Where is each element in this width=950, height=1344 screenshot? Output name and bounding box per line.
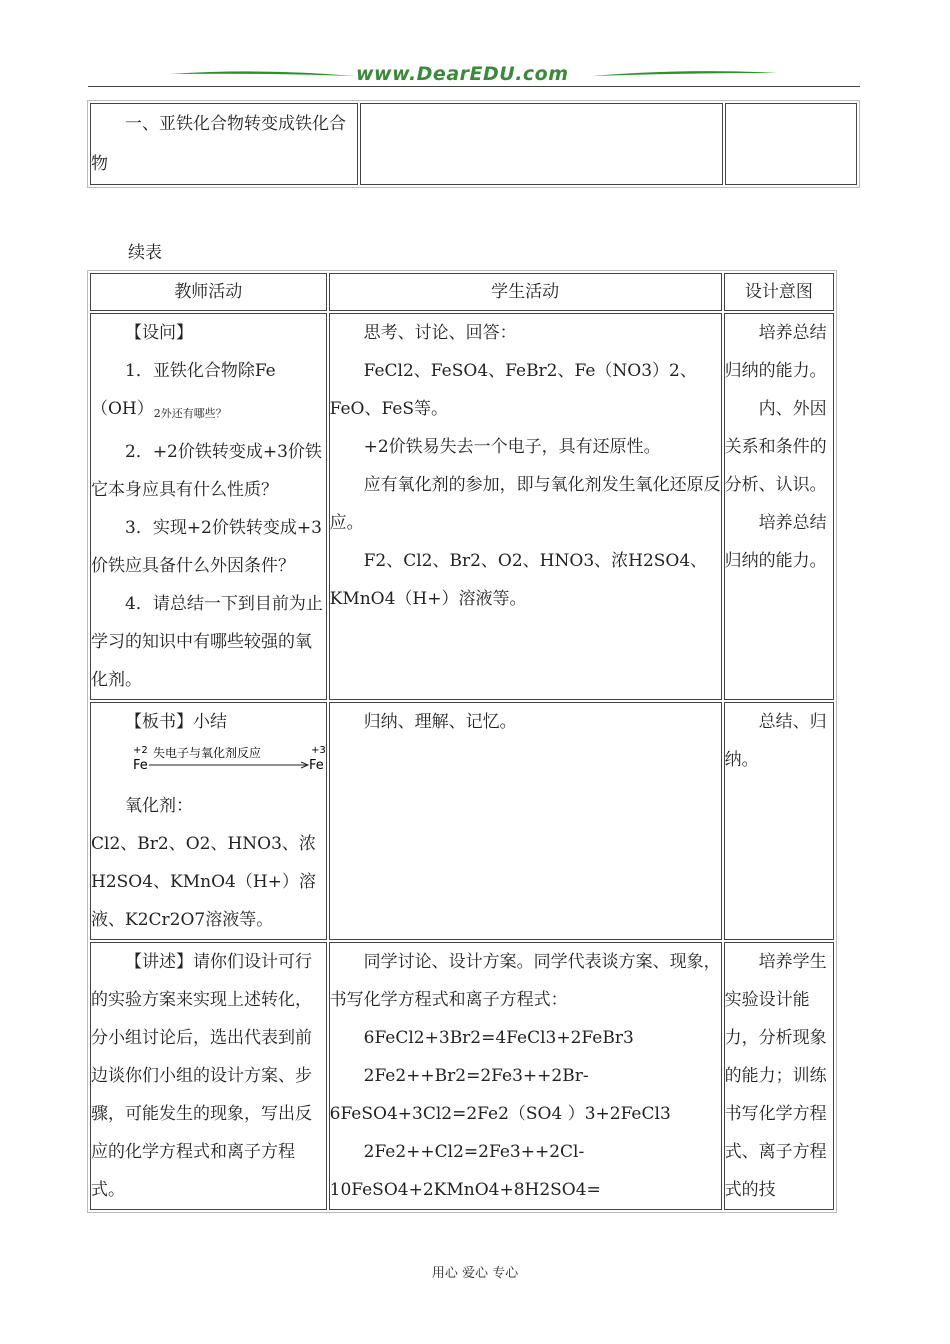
left-fe: Fe <box>133 758 148 773</box>
top-table-cell-1 <box>90 103 358 185</box>
site-logo: www.DearEDU.com <box>356 63 569 85</box>
header-student: 学生活动 <box>329 273 722 311</box>
experiment-intro: 同学讨论、设计方案。同学代表谈方案、现象，书写化学方程式和离子方程式： <box>329 952 721 1010</box>
equation-2: 2Fe2++Br2=2Fe3++2Br- <box>363 1066 589 1086</box>
oxidizer-list: Cl2、Br2、O2、HNO3、浓H2SO4、KMnO4（H+）溶液、K2Cr2O7溶液等。 <box>91 834 316 930</box>
equation-4: 2Fe2++Cl2=2Fe3++2Cl- <box>363 1142 585 1162</box>
student-answer-1: FeCl2、FeSO4、FeBr2、Fe（NO3）2、FeO、FeS等。 <box>329 361 697 419</box>
row3-teacher <box>90 942 327 1210</box>
row1-teacher <box>90 313 327 700</box>
left-charge: +2 <box>133 745 148 756</box>
question-4: 4．请总结一下到目前为止学习的知识中有哪些较强的氧化剂。 <box>91 594 323 690</box>
student-answer-intro: 思考、讨论、回答： <box>363 323 517 343</box>
right-charge: +3 <box>311 745 326 756</box>
header-wing-left-icon <box>170 70 355 78</box>
table-row <box>90 702 834 940</box>
question-3: 3．实现+2价铁转变成+3价铁应具备什么外因条件？ <box>91 518 322 576</box>
student-answer-2: +2价铁易失去一个电子，具有还原性。 <box>363 437 661 457</box>
right-fe: Fe <box>309 758 324 773</box>
equation-1: 6FeCl2+3Br2=4FeCl3+2FeBr3 <box>363 1028 634 1048</box>
oxidizer-label: 氧化剂： <box>125 796 193 816</box>
table-row <box>90 942 834 1210</box>
equation-3: 6FeSO4+3Cl2=2Fe2（SO4 ）3+2FeCl3 <box>329 1104 671 1124</box>
top-table-cell-2 <box>360 103 723 185</box>
page-footer: 用心 爱心 专心 <box>431 1266 519 1281</box>
header-teacher: 教师活动 <box>90 273 327 311</box>
design-note-2: 内、外因关系和条件的分析、认识。 <box>724 399 827 495</box>
table-header-row <box>90 273 834 311</box>
design-note-3: 培养总结归纳的能力。 <box>724 513 827 571</box>
header-design: 设计意图 <box>724 273 834 311</box>
header-rule <box>88 86 860 87</box>
student-answer-4: F2、Cl2、Br2、O2、HNO3、浓H2SO4、KMnO4（H+）溶液等。 <box>329 551 708 609</box>
row1-design <box>724 313 834 700</box>
reaction-arrow-diagram <box>91 741 326 783</box>
top-table <box>87 100 860 188</box>
reaction-label: 失电子与氧化剂反应 <box>153 746 262 760</box>
top-table-text: 一、亚铁化合物转变成铁化合物 <box>91 114 346 174</box>
row1-student <box>329 313 722 700</box>
continuation-label: 续表 <box>128 243 162 263</box>
activity-table <box>87 270 837 1213</box>
lecture-text: 【讲述】请你们设计可行的实验方案来实现上述转化，分小组讨论后，选出代表到前边谈你们小组的设计方案、步骤，可能发生的现象，写出反应的化学方程式和离子方程式。 <box>91 952 312 1200</box>
design-note-1: 培养总结归纳的能力。 <box>724 323 827 381</box>
row2-student <box>329 702 722 940</box>
row3-student <box>329 942 722 1210</box>
top-table-cell-3 <box>725 103 857 185</box>
row2-design <box>724 702 834 940</box>
design-experiment: 培养学生实验设计能力，分析现象的能力；训练书写化学方程式、离子方程式的技 <box>724 952 827 1200</box>
board-title: 【板书】小结 <box>125 712 227 732</box>
header-wing-right-icon <box>592 70 778 78</box>
row3-design <box>724 942 834 1210</box>
question-title: 【设问】 <box>125 323 193 343</box>
design-summary: 总结、归纳。 <box>724 712 827 770</box>
student-answer-3: 应有氧化剂的参加，即与氧化剂发生氧化还原反应。 <box>329 475 721 533</box>
student-summary: 归纳、理解、记忆。 <box>363 712 517 732</box>
question-2: 2．+2价铁转变成+3价铁它本身应具有什么性质？ <box>91 442 322 500</box>
equation-5: 10FeSO4+2KMnO4+8H2SO4= <box>329 1180 601 1200</box>
question-1: 1．亚铁化合物除$Fe(OH)_{2外还有哪些?}$ <box>91 361 276 420</box>
row2-teacher <box>90 702 327 940</box>
table-row <box>90 313 834 700</box>
